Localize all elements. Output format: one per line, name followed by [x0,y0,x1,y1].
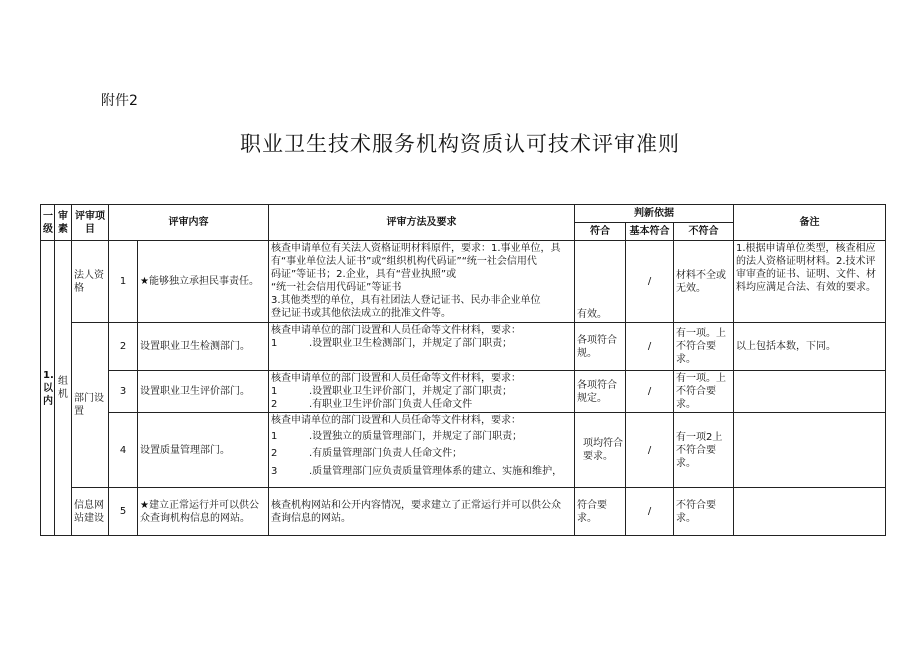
item-cell: 部门设置 [72,323,109,488]
row-number: 1 [109,241,138,323]
method-line: 核查申请单位的部门设置和人员任命等文件材料，要求： [271,415,521,426]
col-item: 评审项目 [72,205,109,241]
method-subitem: 2 .有质量管理部门负责人任命文件； [271,448,463,459]
nonconform-cell: 有一项。上不符合要求。 [674,371,734,413]
method-line: “统一社会信用代码证”等证书 [271,282,402,293]
table-row [41,241,886,323]
level1-cell: 1.以内 [41,241,55,536]
note-cell [734,371,886,413]
element-cell: 组机 [55,241,72,536]
col-nonconform: 不符合 [674,223,734,241]
col-judge: 判新依据 [575,205,734,223]
method-line: 核查申请单位有关法人资格证明材料原件，要求：1.事业单位，具 [271,243,561,254]
header-row [41,205,886,223]
item-cell: 信息网站建设 [72,488,109,536]
method-cell [269,371,575,413]
basic-cell: / [626,371,674,413]
row-number: 2 [109,323,138,371]
method-line: 核查申请单位的部门设置和人员任命等文件材料，要求： [271,373,521,384]
row-number: 3 [109,371,138,413]
method-line: 登记证书或其他依法成立的批准文件等。 [271,308,451,319]
page-title: 职业卫生技术服务机构资质认可技术评审准则 [240,132,680,156]
col-conform: 符合 [575,223,626,241]
note-cell: 1.根据申请单位类型，核查相应的法人资格证明材料。2.技术评审审查的证书、证明、文件、材料均应满足合法、有效的要求。 [734,241,886,323]
annex-label: 附件2 [101,93,138,109]
note-cell [734,413,886,488]
nonconform-cell: 有一项。上不符合要求。 [674,323,734,371]
method-subitem: 1 .设置独立的质量管理部门，并规定了部门职责； [271,431,523,442]
method-subitem: 2 .有职业卫生评价部门负责人任命文件 [271,399,473,410]
col-content: 评审内容 [109,205,269,241]
method-cell [269,413,575,488]
content-cell: ★建立正常运行并可以供公众查询机构信息的网站。 [138,488,269,536]
col-element: 审素 [55,205,72,241]
table-row [41,413,886,488]
method-line: 核查申请单位的部门设置和人员任命等文件材料，要求： [271,325,521,336]
col-level1: 一级 [41,205,55,241]
method-line: 查询信息的网站。 [271,512,351,524]
method-subitem: 1 .设置职业卫生检测部门，并规定了部门职责； [271,338,513,349]
table-row [41,323,886,371]
note-cell: 以上包括本数，下同。 [734,323,886,371]
col-note: 备注 [734,205,886,241]
basic-cell: / [626,241,674,323]
basic-cell: / [626,488,674,536]
content-cell: ★能够独立承担民事责任。 [138,241,269,323]
method-subitem: 3 .质量管理部门应负责质量管理体系的建立、实施和维护， [271,466,563,477]
item-cell: 法人资格 [72,241,109,323]
criteria-table [40,204,886,536]
nonconform-cell: 不符合要求。 [674,488,734,536]
nonconform-cell: 材料不全或无效。 [674,241,734,323]
content-cell: 设置职业卫生评价部门。 [138,371,269,413]
method-cell [269,323,575,371]
method-line: 有“事业单位法人证书”或“组织机构代码证”“统一社会信用代 [271,256,537,267]
method-line: 3.其他类型的单位，具有社团法人登记证书、民办非企业单位 [271,295,541,306]
nonconform-cell: 有一项2上不符合要求。 [674,413,734,488]
method-cell [269,241,575,323]
basic-cell: / [626,323,674,371]
table-row [41,371,886,413]
method-line: 码证”等证书；2.企业，具有“营业执照”或 [271,269,457,280]
conform-cell: 有效。 [575,241,626,323]
col-method: 评审方法及要求 [269,205,575,241]
content-cell: 设置职业卫生检测部门。 [138,323,269,371]
row-number: 4 [109,413,138,488]
conform-cell: 项均符合要求。 [575,413,626,488]
row-number: 5 [109,488,138,536]
col-basic: 基本符合 [626,223,674,241]
conform-cell: 各项符合规。 [575,323,626,371]
method-cell [269,488,575,536]
table-row [41,488,886,536]
content-cell: 设置质量管理部门。 [138,413,269,488]
basic-cell: / [626,413,674,488]
method-line: 核查机构网站和公开内容情况，要求建立了正常运行并可以供公众 [271,499,561,511]
conform-cell: 符合要求。 [575,488,626,536]
method-subitem: 1 .设置职业卫生评价部门，并规定了部门职责； [271,386,513,397]
note-cell [734,488,886,536]
conform-cell: 各项符合规定。 [575,371,626,413]
